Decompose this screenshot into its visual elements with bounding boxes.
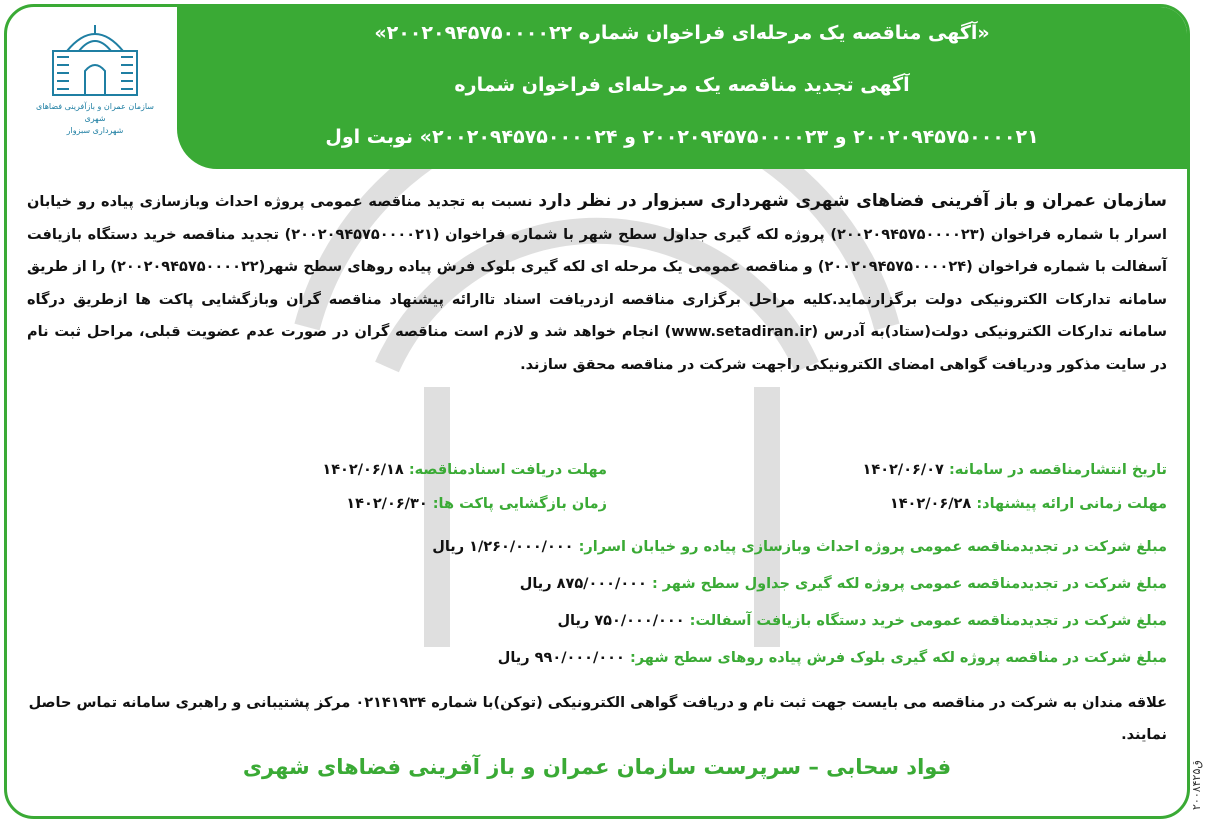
header-title-line-2: آگهی تجدید مناقصه یک مرحله‌ای فراخوان شماره — [454, 74, 910, 96]
notice-body — [27, 185, 1167, 381]
notice-frame — [4, 4, 1190, 819]
fee-line-1: مبلغ شرکت در تجدیدمناقصه عمومی پروژه احداث وبازسازی پیاده رو خیابان اسرار: ۱/۲۶۰/۰۰۰/۰۰۰ ریال — [432, 539, 1167, 555]
notice-paragraph: نسبت به تجدید مناقصه عمومی پروژه احداث وبازسازی پیاده رو خیابان اسرار با شماره فراخوان (۲۰۰۲۰۹۴۵۷۵۰۰۰۰۲۳) پروژه لکه گیری جداول سطح شهر با شماره فراخوان (۲۰۰۲۰۹۴۵۷۵۰۰۰۰۲۱) تجدید مناقصه خرید دستگاه بازیافت آسفالت با شماره فراخوان (۲۰۰۲۰۹۴۵۷۵۰۰۰۰۲۴) و مناقصه عمومی یک مرحله ای لکه گیری بلوک فرش پیاده روهای سطح شهر(۲۰۰۲۰۹۴۵۷۵۰۰۰۰۲۲) را از طریق سامانه تدارکات الکترونیکی دولت برگزارنماید.کلیه مراحل برگزاری مناقصه ازدریافت اسناد تاارائه پیشنهاد مناقصه گران وبازگشایی پاکت ها ازطریق درگاه سامانه تدارکات الکترونیکی دولت(ستاد)به آدرس (www.setadiran.ir) انجام خواهد شد و لازم است مناقصه گران در صورت عدم عضویت قبلی، مراحل ثبت نام در سایت مذکور ودریافت گواهی امضای الکترونیکی راجهت شرکت در مناقصه محقق سازند. — [27, 194, 1167, 373]
fee-line-4: مبلغ شرکت در مناقصه پروژه لکه گیری بلوک فرش پیاده روهای سطح شهر: ۹۹۰/۰۰۰/۰۰۰ ریال — [497, 650, 1167, 666]
signature-line: فواد سحابی – سرپرست سازمان عمران و باز آفرینی فضاهای شهری — [242, 755, 952, 779]
publish-date: تاریخ انتشارمناقصه در سامانه: ۱۴۰۲/۰۶/۰۷ — [862, 462, 1167, 478]
fee-line-2: مبلغ شرکت در تجدیدمناقصه عمومی پروژه لکه گیری جداول سطح شهر : ۸۷۵/۰۰۰/۰۰۰ ریال — [519, 576, 1167, 592]
header-title-line-3: ۲۰۰۲۰۹۴۵۷۵۰۰۰۰۲۱ و ۲۰۰۲۰۹۴۵۷۵۰۰۰۰۲۳ و ۲۰۰۲۰۹۴۵۷۵۰۰۰۰۲۴» نوبت اول — [325, 126, 1039, 148]
notice-lead: سازمان عمران و باز آفرینی فضاهای شهری شهرداری سبزوار در نظر دارد — [538, 191, 1167, 211]
opening-date: زمان بازگشایی پاکت ها: ۱۴۰۲/۰۶/۳۰ — [346, 496, 607, 512]
fee-line-3: مبلغ شرکت در تجدیدمناقصه عمومی خرید دستگاه بازیافت آسفالت: ۷۵۰/۰۰۰/۰۰۰ ریال — [557, 613, 1167, 629]
docs-deadline: مهلت دریافت اسنادمناقصه: ۱۴۰۲/۰۶/۱۸ — [322, 462, 607, 478]
registration-note: علاقه مندان به شرکت در مناقصه می بایست جهت ثبت نام و دریافت گواهی الکترونیکی (توکن)با شماره ۰۲۱۴۱۹۳۴ مرکز پشتیبانی و راهبری سامانه تماس حاصل نمایند. — [28, 695, 1167, 743]
dates-row-2 — [27, 496, 1167, 530]
side-code: ق۲۰۰۸۴۲۵ — [1190, 760, 1203, 810]
header-title-line-1: «آگهی مناقصه یک مرحله‌ای فراخوان شماره ۲۰۰۲۰۹۴۵۷۵۰۰۰۰۲۲» — [374, 22, 990, 44]
organization-logo — [7, 7, 183, 169]
logo-caption: سازمان عمران و بازآفرینی فضاهای شهری شهرداری سبزوار — [36, 102, 154, 135]
offer-deadline: مهلت زمانی ارائه پیشنهاد: ۱۴۰۲/۰۶/۲۸ — [889, 496, 1167, 512]
dates-row-1 — [27, 462, 1167, 496]
mosque-logo-icon — [49, 21, 141, 99]
header-banner — [177, 7, 1187, 169]
